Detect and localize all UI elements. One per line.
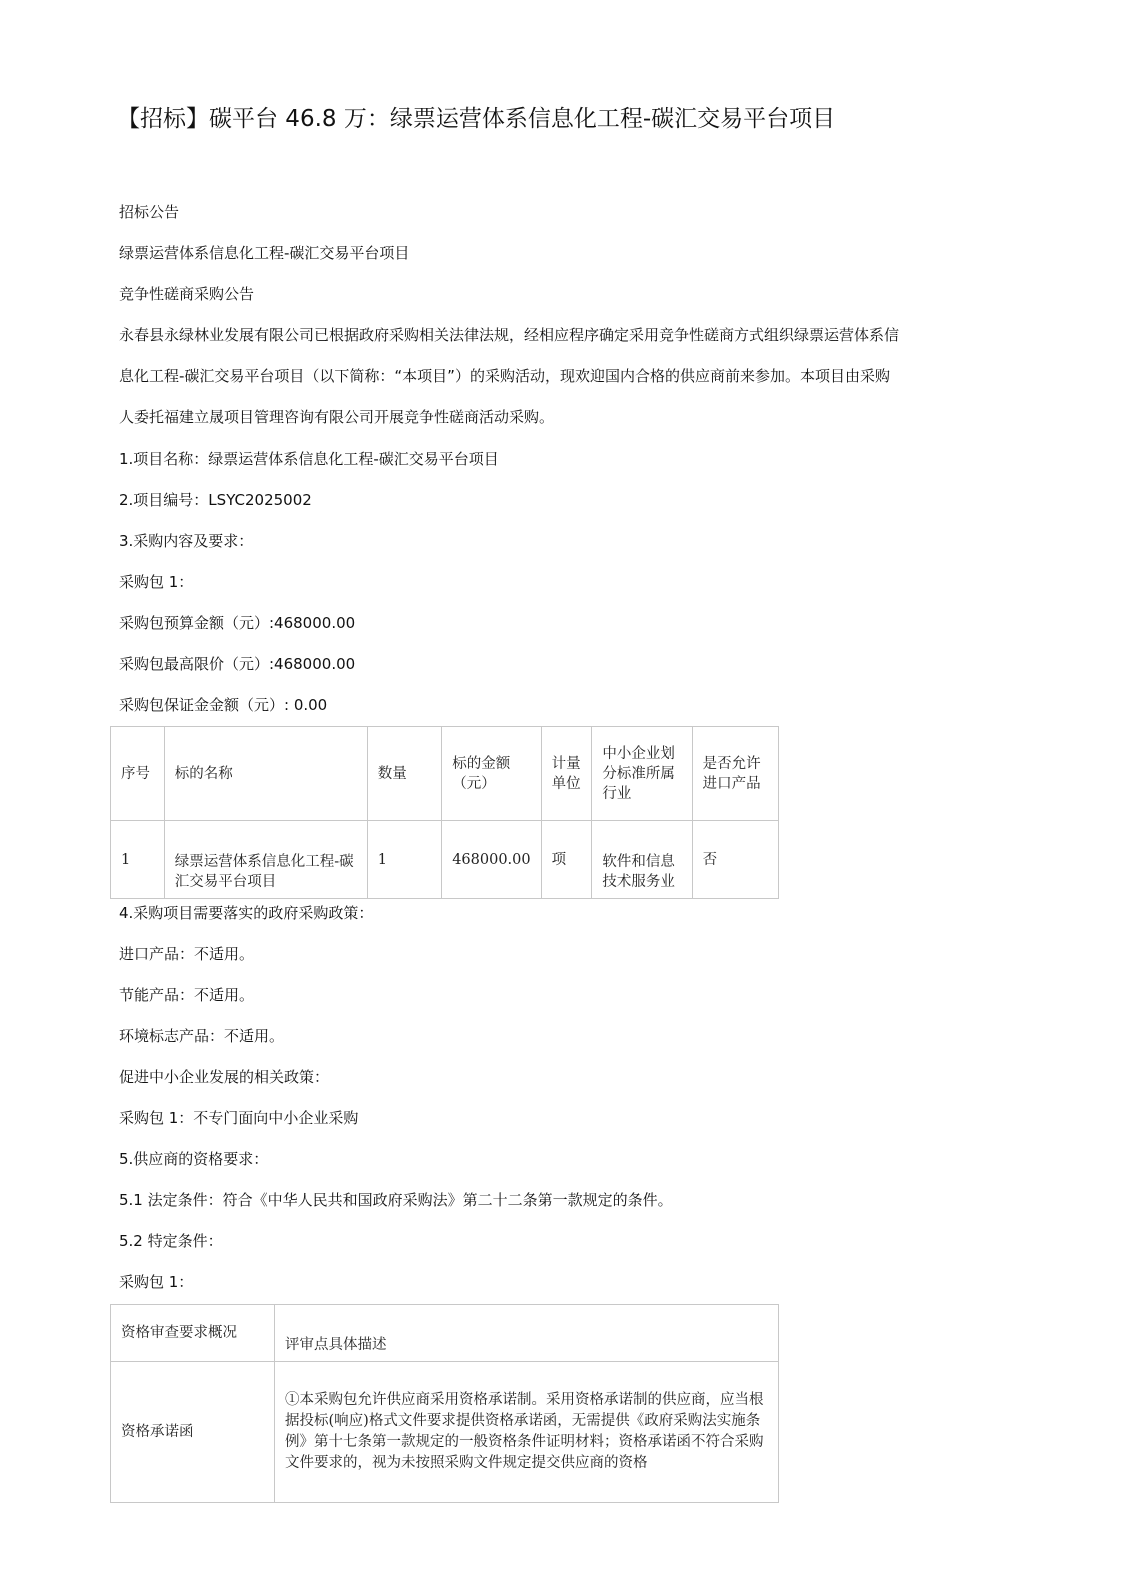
table-header-cell: 序号 — [111, 727, 165, 821]
project-number-line: 2.项目编号：LSYC2025002 — [119, 491, 312, 509]
table-header-cell: 标的名称 — [164, 727, 367, 821]
table-header-row — [111, 727, 779, 821]
table-header-row — [111, 1305, 779, 1362]
special-conditions-line: 5.2 特定条件： — [119, 1232, 223, 1250]
env-products-line: 环境标志产品：不适用。 — [119, 1027, 285, 1045]
table-cell: 资格承诺函 — [111, 1362, 275, 1503]
table-cell: 1 — [367, 821, 442, 899]
table-cell: ①本采购包允许供应商采用资格承诺制。采用资格承诺制的供应商，应当根据投标(响应)格式文件要求提供资格承诺函，无需提供《政府采购法实施条例》第十七条第一款规定的一般资格条件证明材料；资格承诺函不符合采购文件要求的，视为未按照采购文件规定提交供应商的资格 — [275, 1362, 779, 1503]
package-sme-line: 采购包 1：不专门面向中小企业采购 — [119, 1109, 359, 1127]
table-cell: 项 — [541, 821, 592, 899]
energy-products-line: 节能产品：不适用。 — [119, 986, 255, 1004]
deposit-line: 采购包保证金金额（元）: 0.00 — [119, 696, 328, 714]
import-products-line: 进口产品：不适用。 — [119, 945, 255, 963]
package-label-2: 采购包 1： — [119, 1273, 194, 1291]
announcement-heading: 招标公告 — [119, 203, 180, 221]
intro-line-2: 息化工程-碳汇交易平台项目（以下简称：“本项目”）的采购活动，现欢迎国内合格的供应商前来参加。本项目由采购 — [119, 367, 890, 385]
qualification-table — [110, 1304, 779, 1503]
project-heading: 绿票运营体系信息化工程-碳汇交易平台项目 — [119, 244, 410, 262]
sme-policy-heading: 促进中小企业发展的相关政策： — [119, 1068, 330, 1086]
table-row — [111, 1362, 779, 1503]
table-cell: 否 — [692, 821, 778, 899]
table-header-cell: 是否允许进口产品 — [692, 727, 778, 821]
procurement-type-heading: 竞争性磋商采购公告 — [119, 285, 255, 303]
table-header-cell: 计量单位 — [541, 727, 592, 821]
max-price-line: 采购包最高限价（元）:468000.00 — [119, 655, 356, 673]
policy-heading: 4.采购项目需要落实的政府采购政策： — [119, 904, 374, 922]
page-title: 【招标】碳平台 46.8 万：绿票运营体系信息化工程-碳汇交易平台项目 — [117, 106, 836, 132]
table-header-cell: 标的金额（元） — [442, 727, 541, 821]
table-cell: 软件和信息技术服务业 — [592, 821, 692, 899]
requirements-heading: 3.采购内容及要求： — [119, 532, 254, 550]
table-header-cell: 中小企业划分标准所属行业 — [592, 727, 692, 821]
procurement-items-table — [110, 726, 779, 899]
legal-conditions-line: 5.1 法定条件：符合《中华人民共和国政府采购法》第二十二条第一款规定的条件。 — [119, 1191, 673, 1209]
table-cell: 468000.00 — [442, 821, 541, 899]
budget-line: 采购包预算金额（元）:468000.00 — [119, 614, 356, 632]
supplier-requirements-heading: 5.供应商的资格要求： — [119, 1150, 269, 1168]
project-name-line: 1.项目名称：绿票运营体系信息化工程-碳汇交易平台项目 — [119, 450, 499, 468]
intro-line-1: 永春县永绿林业发展有限公司已根据政府采购相关法律法规，经相应程序确定采用竞争性磋商方式组织绿票运营体系信 — [119, 326, 900, 344]
package-label: 采购包 1： — [119, 573, 194, 591]
table-row — [111, 821, 779, 899]
table-cell: 1 — [111, 821, 165, 899]
table-cell: 绿票运营体系信息化工程-碳汇交易平台项目 — [164, 821, 367, 899]
table-header-cell: 数量 — [367, 727, 442, 821]
table-header-cell: 资格审查要求概况 — [111, 1305, 275, 1362]
intro-line-3: 人委托福建立晟项目管理咨询有限公司开展竞争性磋商活动采购。 — [119, 408, 555, 426]
table-header-cell: 评审点具体描述 — [275, 1305, 779, 1362]
